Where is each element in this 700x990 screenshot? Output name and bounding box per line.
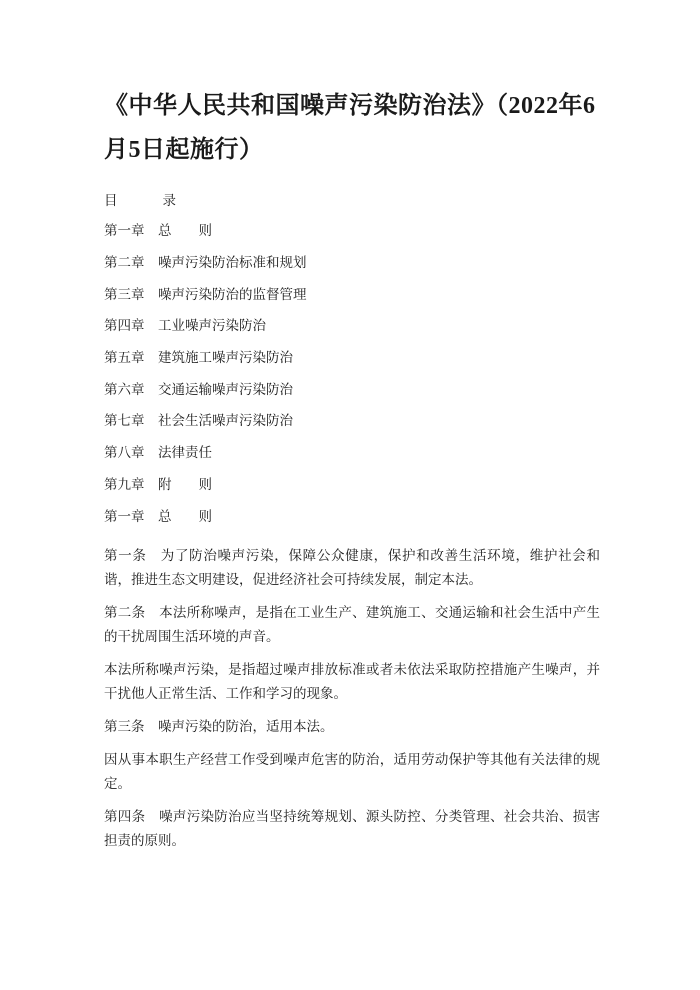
toc-item: 第五章 建筑施工噪声污染防治 — [104, 350, 293, 365]
toc-item: 第八章 法律责任 — [104, 445, 212, 461]
toc-item: 第二章 噪声污染防治标准和规划 — [104, 254, 307, 270]
toc-item: 第三章 噪声污染防治的监督管理 — [104, 286, 307, 302]
paragraph: 本法所称噪声污染，是指超过噪声排放标准或者未依法采取防控措施产生噪声，并干扰他人正常生活、工作和学习的现象。 — [104, 662, 600, 702]
paragraph: 第三条 噪声污染的防治，适用本法。 — [104, 719, 334, 735]
table-of-contents — [104, 215, 600, 500]
toc-item: 第七章 社会生活噪声污染防治 — [104, 413, 293, 429]
page-title: 《中华人民共和国噪声污染防治法》（2022年6月5日起施行） — [104, 93, 596, 164]
toc-item: 第四章 工业噪声污染防治 — [104, 318, 266, 334]
paragraph: 第四条 噪声污染防治应当坚持统筹规划、源头防控、分类管理、社会共治、损害担责的原则。 — [104, 809, 600, 849]
toc-heading: 目 录 — [104, 192, 182, 208]
paragraph: 因从事本职生产经营工作受到噪声危害的防治，适用劳动保护等其他有关法律的规定。 — [104, 752, 600, 792]
paragraph: 第二条 本法所称噪声，是指在工业生产、建筑施工、交通运输和社会生活中产生的干扰周围生活环境的声音。 — [104, 605, 600, 645]
toc-item: 第一章 总 则 — [104, 223, 212, 239]
toc-item: 第六章 交通运输噪声污染防治 — [104, 381, 293, 397]
paragraph: 第一条 为了防治噪声污染，保障公众健康，保护和改善生活环境，维护社会和谐，推进生态文明建设，促进经济社会可持续发展，制定本法。 — [104, 548, 600, 588]
toc-item: 第九章 附 则 — [104, 476, 212, 492]
document-body — [104, 544, 600, 853]
chapter-heading: 第一章 总 则 — [104, 508, 212, 524]
